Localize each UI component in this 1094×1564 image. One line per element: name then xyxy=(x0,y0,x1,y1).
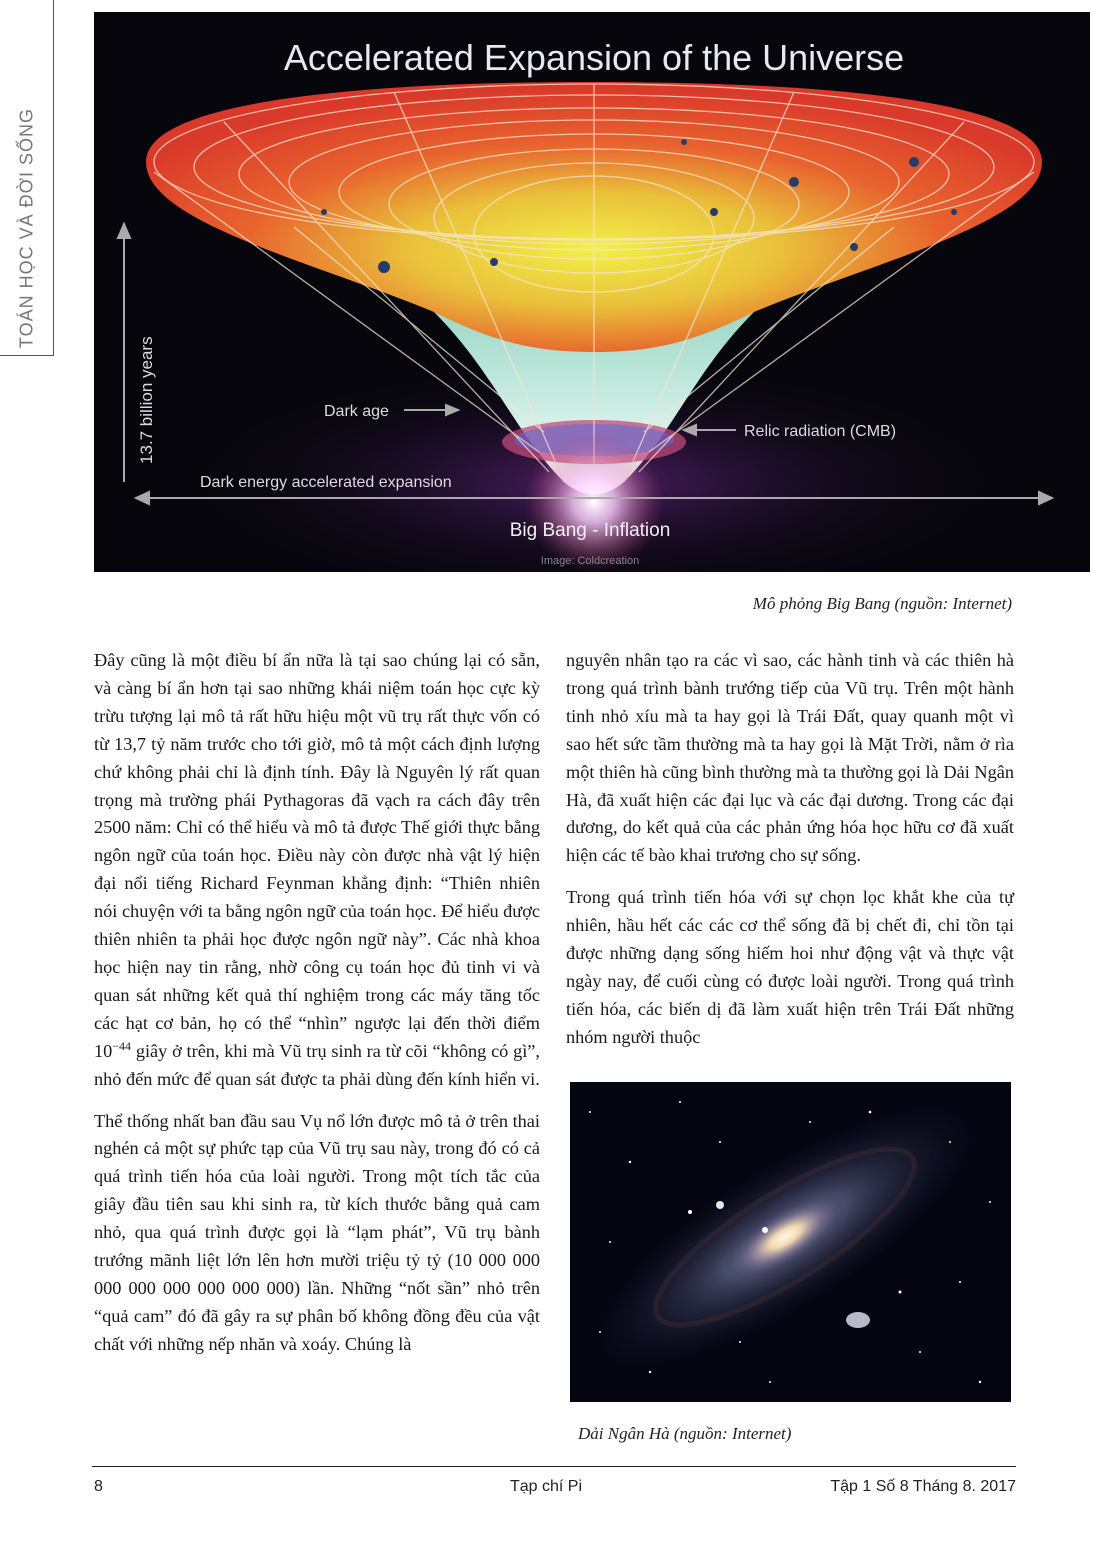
issue-info: Tập 1 Số 8 Tháng 8. 2017 xyxy=(830,1478,1016,1495)
label-relic-radiation: Relic radiation (CMB) xyxy=(744,423,897,440)
section-sidebar xyxy=(0,0,54,356)
image-credit: Image: Coldcreation xyxy=(540,555,640,567)
section-label: TOÁN HỌC VÀ ĐỜI SỐNG xyxy=(16,107,37,349)
paragraph: Trong quá trình tiến hóa với sự chọn lọc khắt khe của tự nhiên, hầu hết các các cơ thể sống đã bị chết đi, chỉ tồn tại được những dạng sống hiếm hoi như động vật và thực vật ngày nay, để cuối cùng có được loài người. Trong quá trình tiến hóa, các biến dị đã làm xuất hiện trên Trái Đất những nhóm người thuộc xyxy=(566,887,1014,1047)
exponent: −44 xyxy=(112,1038,132,1053)
label-big-bang: Big Bang - Inflation xyxy=(509,520,671,541)
figure-caption-galaxy: Dải Ngân Hà (nguồn: Internet) xyxy=(578,1424,792,1443)
right-column xyxy=(566,647,1014,1066)
label-dark-energy: Dark energy accelerated expansion xyxy=(200,474,452,491)
figure-title: Accelerated Expansion of the Universe xyxy=(283,37,905,78)
label-dark-age: Dark age xyxy=(324,403,389,420)
figure-caption-big-bang: Mô phỏng Big Bang (nguồn: Internet) xyxy=(752,594,1012,613)
big-bang-figure xyxy=(94,12,1090,572)
paragraph: nguyên nhân tạo ra các vì sao, các hành tinh và các thiên hà trong quá trình bành trướng tiếp của Vũ trụ. Trên một hành tinh nhỏ xíu mà ta hay gọi là Trái Đất, quay quanh một vì sao hết sức tầm thường mà ta hay gọi là Mặt Trời, nằm ở rìa một thiên hà cũng bình thường mà ta thường gọi là Dải Ngân Hà, đã xuất hiện các đại lục và các đại dương. Trong các đại dương, do kết quả của các phản ứng hóa học hữu cơ đã xuất hiện các tế bào khai trương cho sự sống. xyxy=(566,650,1014,866)
axis-label: 13.7 billion years xyxy=(137,336,156,464)
big-bang-illustration xyxy=(94,12,1090,572)
paragraph: Thể thống nhất ban đầu sau Vụ nổ lớn được mô tả ở trên thai nghén cả một sự phức tạp của Vũ trụ sau này, trong đó có cả quá trình tiến hóa của loài người. Trong một tích tắc của giây đầu tiên sau khi sinh ra, từ kích thước bằng quả cam nhỏ, qua quá trình được gọi là “lạm phát”, Vũ trụ bành trướng mãnh liệt lớn lên hơn mười triệu tỷ tỷ (10 000 000 000 000 000 000 000 000) lần. Những “nốt sần” nhỏ trên “quả cam” đó đã gây ra sự phân bố không đồng đều của vật chất với những nếp nhăn và xoáy. Chúng là xyxy=(94,1110,540,1354)
page-number: 8 xyxy=(94,1478,103,1495)
journal-name: Tạp chí Pi xyxy=(510,1478,583,1495)
galaxy-illustration xyxy=(570,1082,1011,1402)
paragraph-text: Đây cũng là một điều bí ẩn nữa là tại sao chúng lại có sẵn, và càng bí ẩn hơn tại sao những khái niệm toán học cực kỳ trừu tượng lại mô tả rất hữu hiệu một vũ trụ rất thực vốn có từ 13,7 tỷ năm trước cho tới giờ, mô tả một cách định lượng chứ không phải chỉ là định tính. Đây là Nguyên lý rất quan trọng mà trường phái Pythagoras đã vạch ra cách đây trên 2500 năm: Chỉ có thể hiểu và mô tả được Thế giới thực bằng ngôn ngữ của toán học. Điều này còn được nhà vật lý hiện đại nổi tiếng Richard Feynman khẳng định: “Thiên nhiên nói chuyện với ta bằng ngôn ngữ của toán học. Để hiểu được thiên nhiên ta phải học được ngôn ngữ này”. Các nhà khoa học hiện nay tin rằng, nhờ công cụ toán học đủ tinh vi và quan sát những kết quả thí nghiệm trong các máy tăng tốc các hạt cơ bản, họ có thể “nhìn” ngược lại đến thời điểm 10 xyxy=(94,650,540,1061)
paragraph-text: giây ở trên, khi mà Vũ trụ sinh ra từ cõi “không có gì”, nhỏ đến mức để quan sát được ta phải dùng đến kính hiển vi. xyxy=(94,1040,540,1089)
paragraph xyxy=(94,647,540,1094)
galaxy-image xyxy=(570,1082,1011,1402)
footer-divider xyxy=(92,1466,1016,1467)
left-column xyxy=(94,647,540,1373)
